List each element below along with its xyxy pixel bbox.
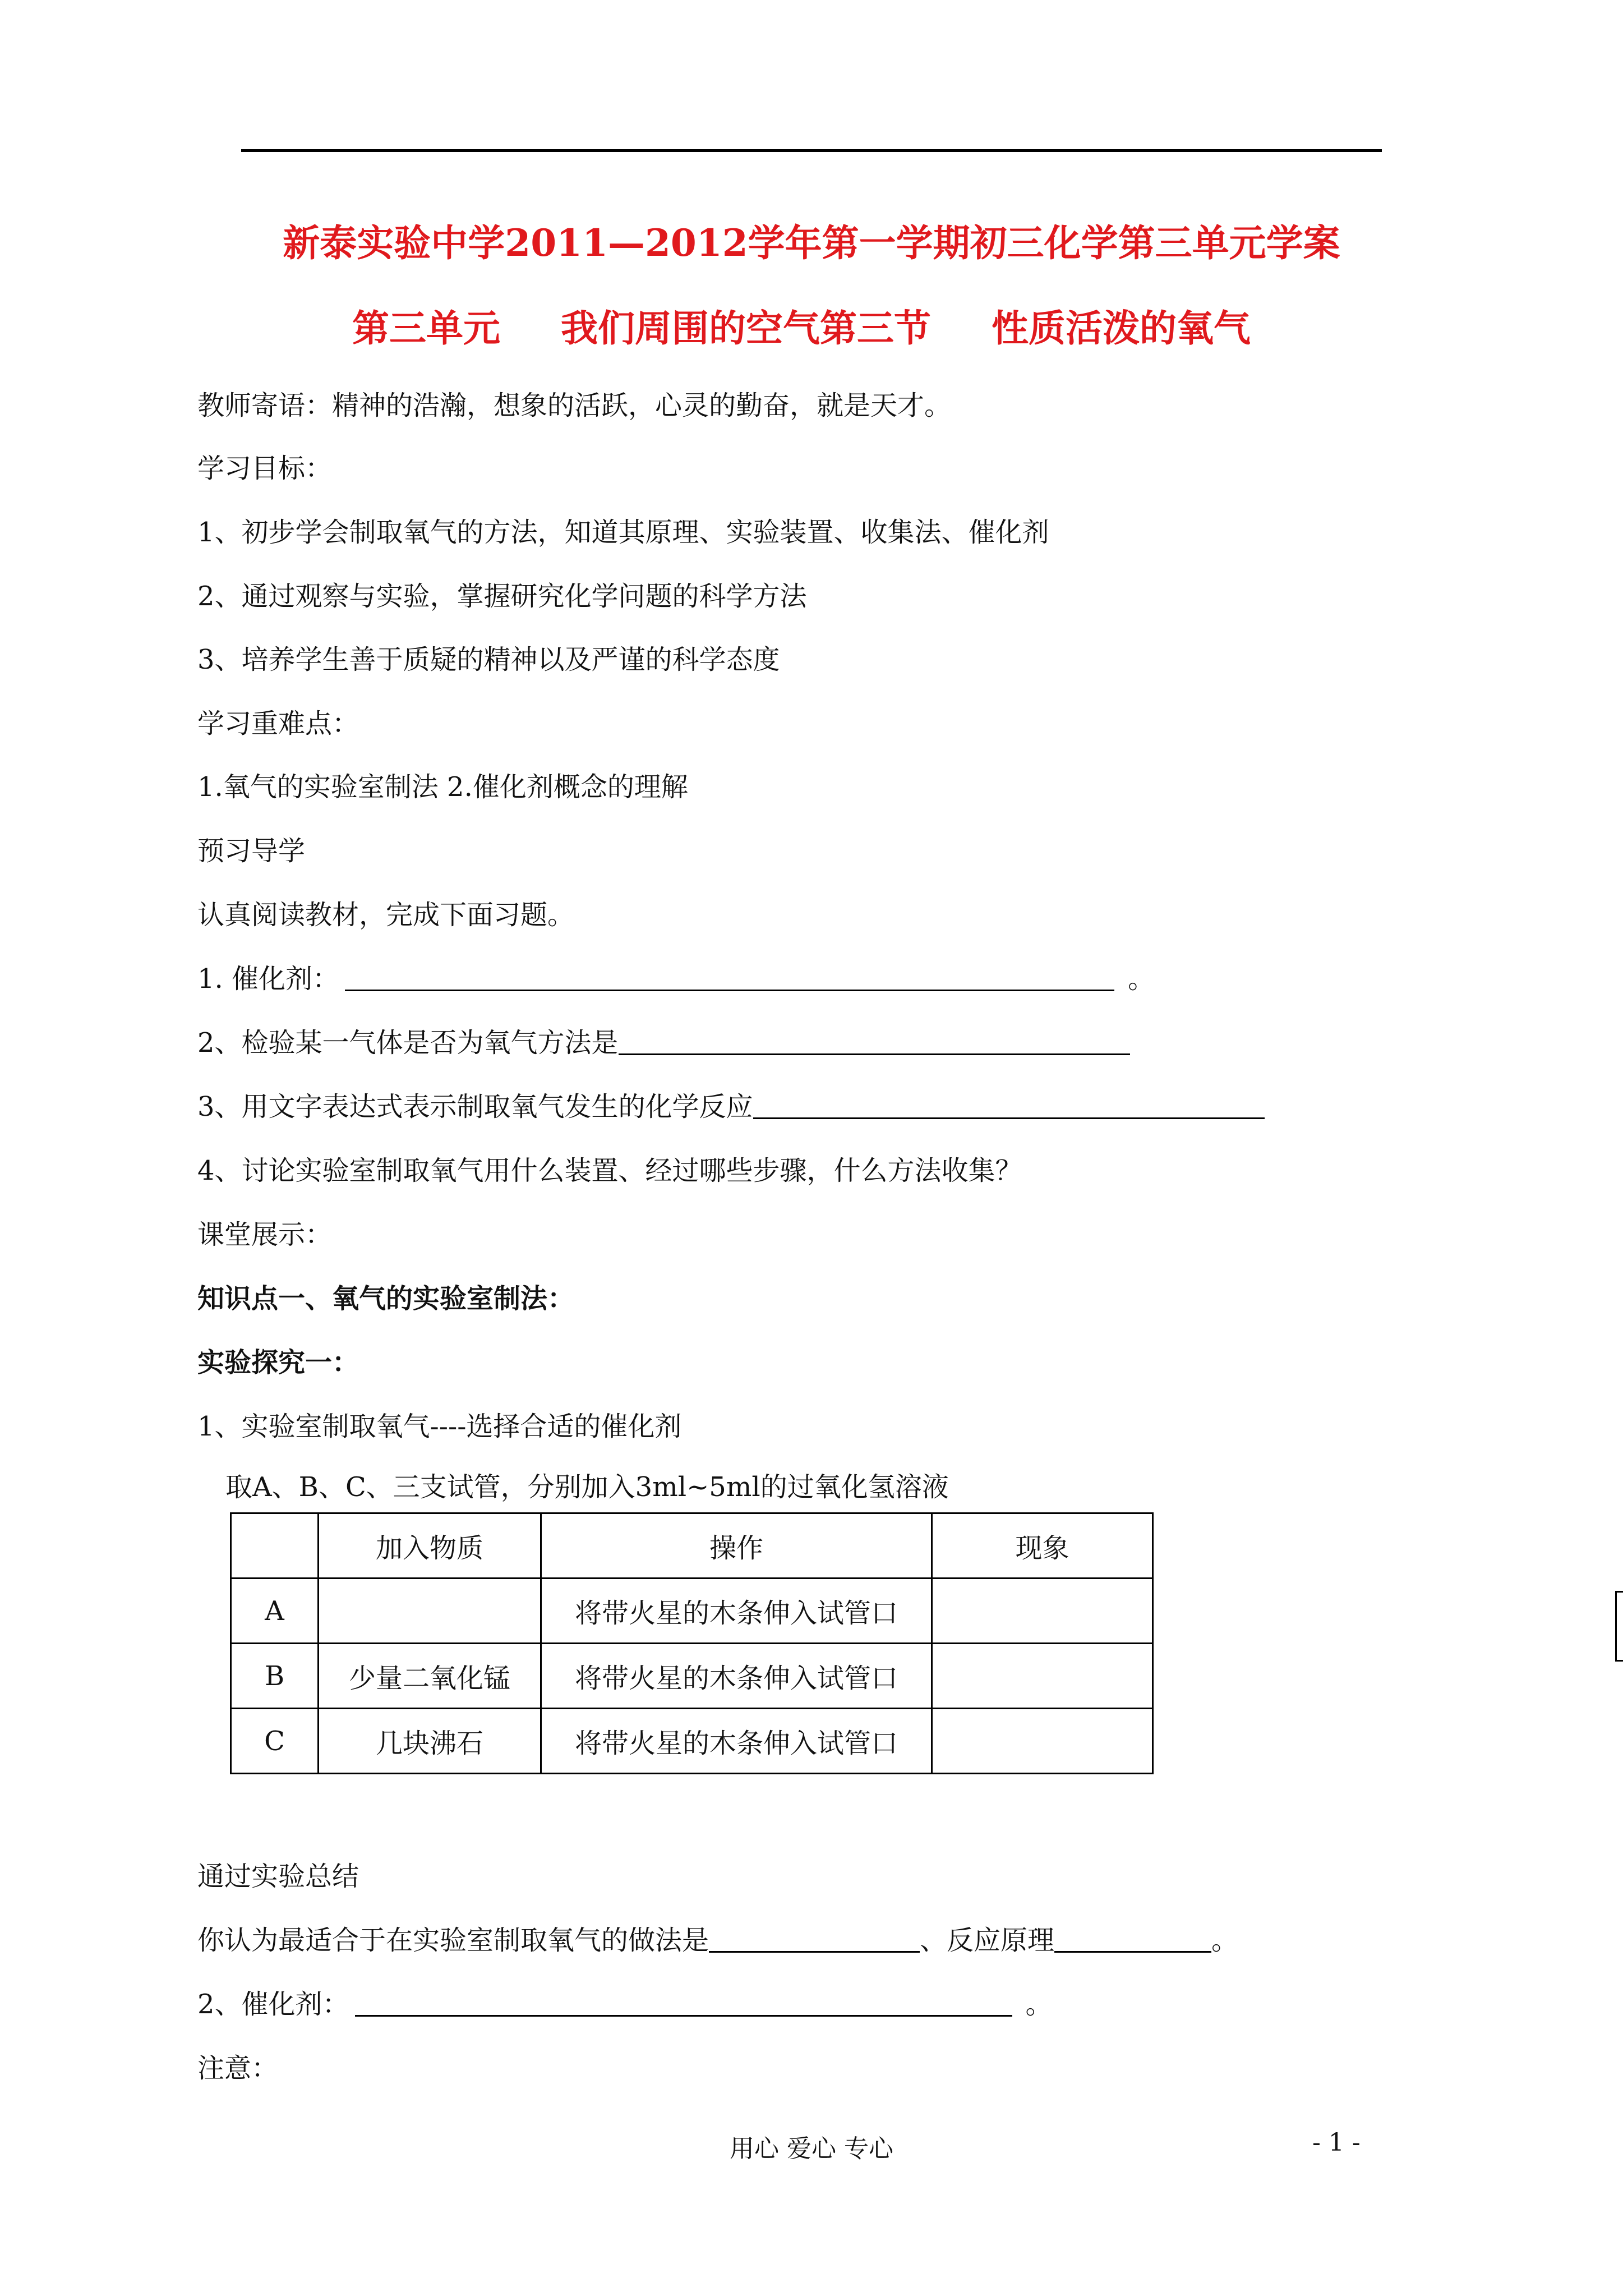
footer-slogan: 用心 爱心 专心 (730, 2134, 893, 2163)
catalyst-question (197, 1982, 1053, 2021)
header-rule (241, 149, 1382, 152)
table-cell (932, 1644, 1153, 1709)
summary-blank-principle[interactable] (1054, 1924, 1211, 1953)
table-cell (932, 1709, 1153, 1774)
goal-2: 2、通过观察与实验，掌握研究化学问题的科学方法 (197, 581, 807, 612)
catalyst-blank[interactable] (355, 1988, 1012, 2017)
subtitle-topic: 性质活泼的氧气 (992, 306, 1251, 350)
preview-heading: 预习导学 (197, 835, 306, 867)
summary-blank-method[interactable] (709, 1924, 920, 1953)
page-edge-mark (1615, 1591, 1623, 1662)
question-1-blank[interactable] (345, 963, 1114, 991)
table-row (231, 1644, 1153, 1709)
subtitle-unit: 第三单元 (352, 306, 500, 350)
catalyst-end: 。 (1025, 1989, 1053, 2020)
table-header-cell: 加入物质 (319, 1513, 541, 1579)
experiment-1-description: 取A、B、C、三支试管，分别加入3ml~5ml的过氧化氢溶液 (225, 1471, 949, 1503)
table-header-cell (231, 1513, 319, 1579)
class-heading: 课堂展示： (197, 1219, 333, 1250)
table-cell (932, 1579, 1153, 1644)
summary-label-b: 、反应原理 (920, 1925, 1055, 1956)
question-4: 4、讨论实验室制取氧气用什么装置、经过哪些步骤，什么方法收集？ (197, 1155, 1022, 1186)
table-cell: 几块沸石 (319, 1709, 541, 1774)
question-1 (197, 957, 1155, 996)
table-cell: A (231, 1579, 319, 1644)
experiment-1-heading: 实验探究一： (197, 1347, 359, 1378)
question-1-label: 1. 催化剂： (197, 963, 340, 995)
difficulty-heading: 学习重难点： (197, 708, 359, 739)
question-3-blank[interactable] (753, 1091, 1265, 1119)
question-3 (197, 1085, 1265, 1124)
experiment-1-step: 1、实验室制取氧气----选择合适的催化剂 (197, 1411, 682, 1442)
document-title: 新泰实验中学2011—2012学年第一学期初三化学第三单元学案 (283, 221, 1340, 265)
preview-intro: 认真阅读教材，完成下面习题。 (197, 899, 575, 931)
summary-heading: 通过实验总结 (197, 1861, 359, 1892)
question-2-blank[interactable] (619, 1027, 1130, 1055)
table-cell: 将带火星的木条伸入试管口 (541, 1644, 932, 1709)
table-cell: 将带火星的木条伸入试管口 (541, 1579, 932, 1644)
table-cell: C (231, 1709, 319, 1774)
knowledge-point-1: 知识点一、氧气的实验室制法： (197, 1283, 575, 1314)
catalyst-label: 2、催化剂： (197, 1989, 349, 2020)
table-row (231, 1579, 1153, 1644)
table-header-cell: 现象 (932, 1513, 1153, 1579)
subtitle-section: 我们周围的空气第三节 (561, 306, 931, 350)
question-2-label: 2、检验某一气体是否为氧气方法是 (197, 1027, 619, 1059)
question-2 (197, 1021, 1130, 1060)
summary-end: 。 (1211, 1925, 1239, 1956)
summary-line (197, 1918, 1238, 1957)
question-1-end: 。 (1128, 963, 1155, 995)
teacher-motto: 教师寄语：精神的浩瀚，想象的活跃，心灵的勤奋，就是天才。 (197, 390, 952, 421)
goal-1: 1、初步学会制取氧气的方法，知道其原理、实验装置、收集法、催化剂 (197, 517, 1049, 548)
goals-heading: 学习目标： (197, 453, 333, 484)
goal-3: 3、培养学生善于质疑的精神以及严谨的科学态度 (197, 644, 780, 675)
table-cell: B (231, 1644, 319, 1709)
table-cell: 少量二氧化锰 (319, 1644, 541, 1709)
table-cell: 将带火星的木条伸入试管口 (541, 1709, 932, 1774)
difficulty-items: 1.氧气的实验室制法 2.催化剂概念的理解 (197, 771, 688, 803)
note: 注意： (197, 2053, 279, 2084)
experiment-table (230, 1512, 1154, 1774)
table-header-cell: 操作 (541, 1513, 932, 1579)
page-number: - 1 - (1312, 2128, 1361, 2157)
table-header-row (231, 1513, 1153, 1579)
summary-label-a: 你认为最适合于在实验室制取氧气的做法是 (197, 1925, 709, 1956)
question-3-label: 3、用文字表达式表示制取氧气发生的化学反应 (197, 1091, 753, 1122)
document-subtitle (352, 298, 1251, 352)
table-cell (319, 1579, 541, 1644)
table-row (231, 1709, 1153, 1774)
